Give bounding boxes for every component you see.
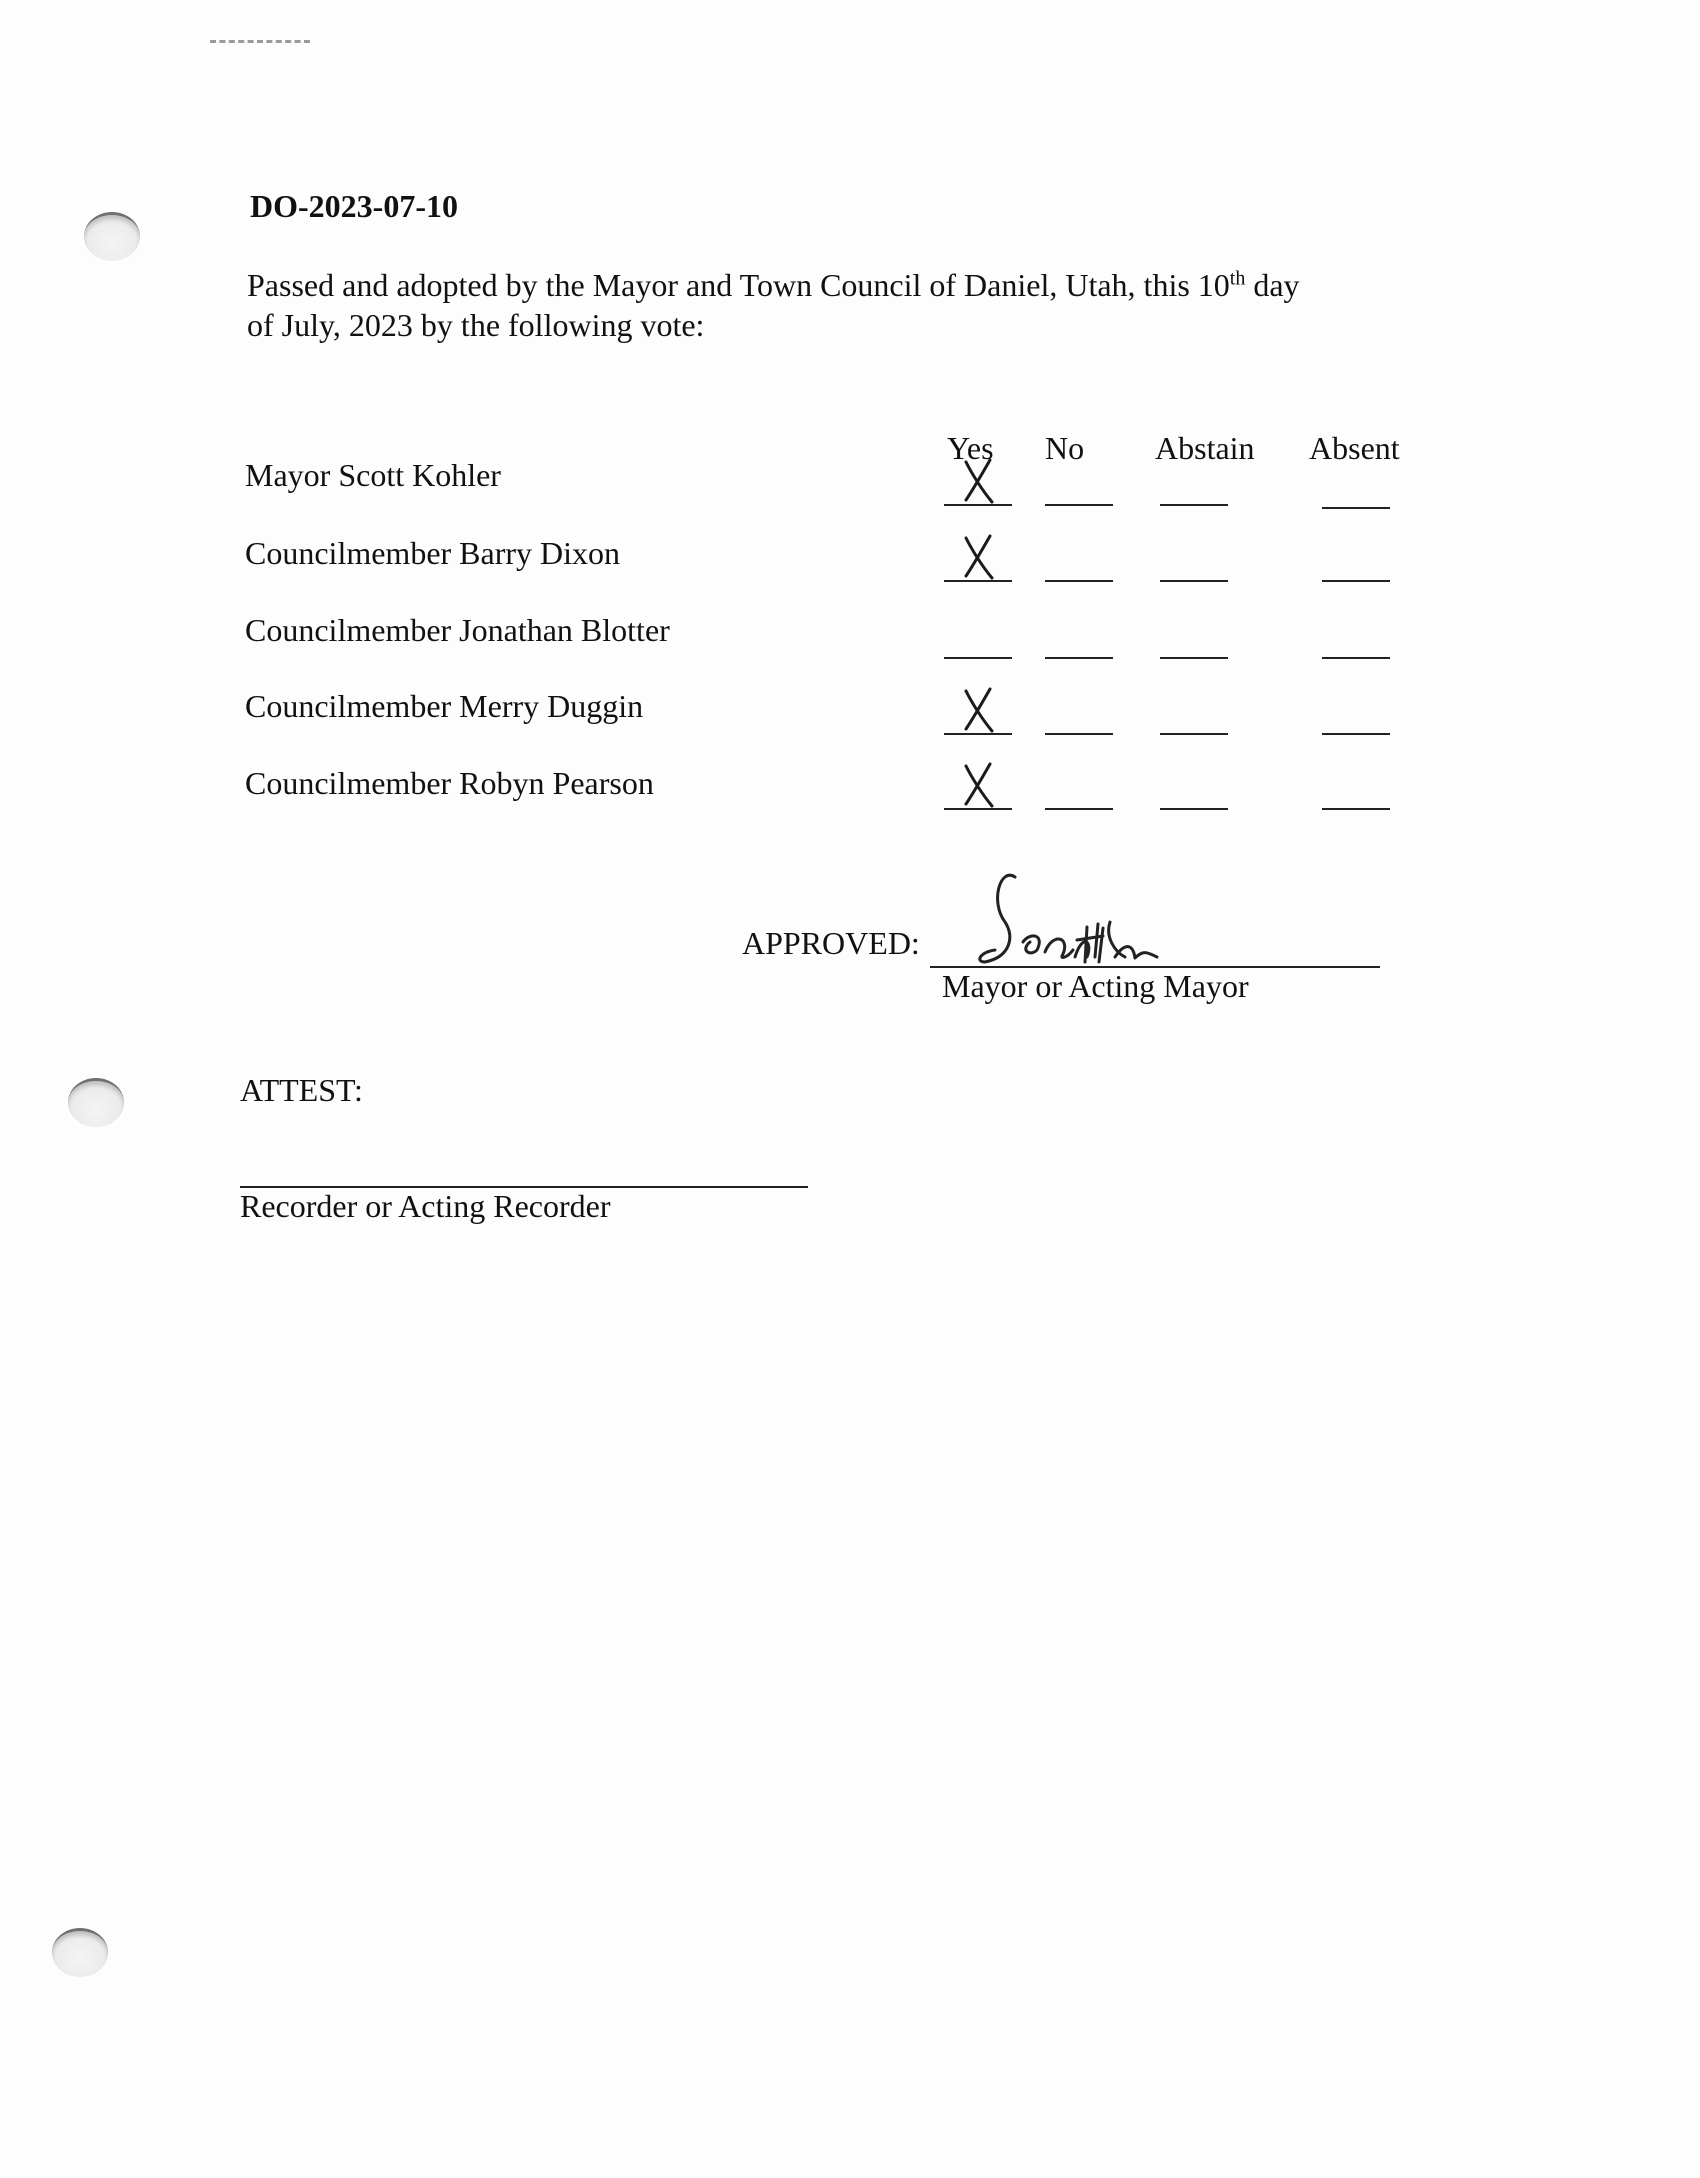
column-header-yes: Yes — [947, 430, 994, 466]
vote-blank-no-2 — [1045, 657, 1113, 659]
approved-label: APPROVED: — [742, 925, 920, 961]
member-name-1: Councilmember Barry Dixon — [245, 535, 621, 571]
vote-blank-no-1 — [1045, 580, 1113, 582]
intro-paragraph — [247, 265, 1397, 345]
scan-artifact — [210, 40, 310, 47]
document-id: DO-2023-07-10 — [250, 188, 458, 224]
vote-mark-yes-1 — [954, 532, 1004, 582]
vote-blank-abstain-3 — [1160, 733, 1228, 735]
vote-blank-absent-3 — [1322, 733, 1390, 735]
vote-mark-yes-3 — [954, 685, 1004, 735]
vote-blank-no-4 — [1045, 808, 1113, 810]
member-name-3: Councilmember Merry Duggin — [245, 688, 644, 724]
vote-blank-no-0 — [1045, 504, 1113, 506]
punch-hole-top — [84, 212, 140, 261]
attest-label: ATTEST: — [240, 1072, 363, 1108]
mayor-signature — [975, 862, 1205, 972]
vote-blank-abstain-4 — [1160, 808, 1228, 810]
vote-blank-abstain-0 — [1160, 504, 1228, 506]
member-name-2: Councilmember Jonathan Blotter — [245, 612, 670, 648]
vote-blank-abstain-1 — [1160, 580, 1228, 582]
vote-blank-no-3 — [1045, 733, 1113, 735]
mayor-caption: Mayor or Acting Mayor — [942, 968, 1249, 1004]
vote-blank-absent-4 — [1322, 808, 1390, 810]
vote-blank-yes-2 — [944, 657, 1012, 659]
vote-mark-yes-4 — [954, 760, 1004, 810]
punch-hole-bottom — [52, 1928, 108, 1977]
vote-blank-absent-1 — [1322, 580, 1390, 582]
punch-hole-middle — [68, 1078, 124, 1127]
intro-line1-prefix: Passed and adopted by the Mayor and Town Council of Daniel, Utah, this 10 — [247, 267, 1230, 303]
vote-blank-absent-2 — [1322, 657, 1390, 659]
vote-blank-absent-0 — [1322, 507, 1390, 509]
member-name-0: Mayor Scott Kohler — [245, 457, 501, 493]
vote-blank-abstain-2 — [1160, 657, 1228, 659]
column-header-abstain: Abstain — [1155, 430, 1255, 466]
vote-mark-yes-0 — [954, 456, 1004, 506]
intro-ordinal-suffix: th — [1229, 267, 1246, 290]
column-header-no: No — [1045, 430, 1085, 466]
intro-line1-suffix: day — [1245, 267, 1300, 303]
recorder-caption: Recorder or Acting Recorder — [240, 1188, 611, 1224]
column-header-absent: Absent — [1309, 430, 1400, 466]
member-name-4: Councilmember Robyn Pearson — [245, 765, 654, 801]
intro-line2: of July, 2023 by the following vote: — [247, 307, 705, 343]
